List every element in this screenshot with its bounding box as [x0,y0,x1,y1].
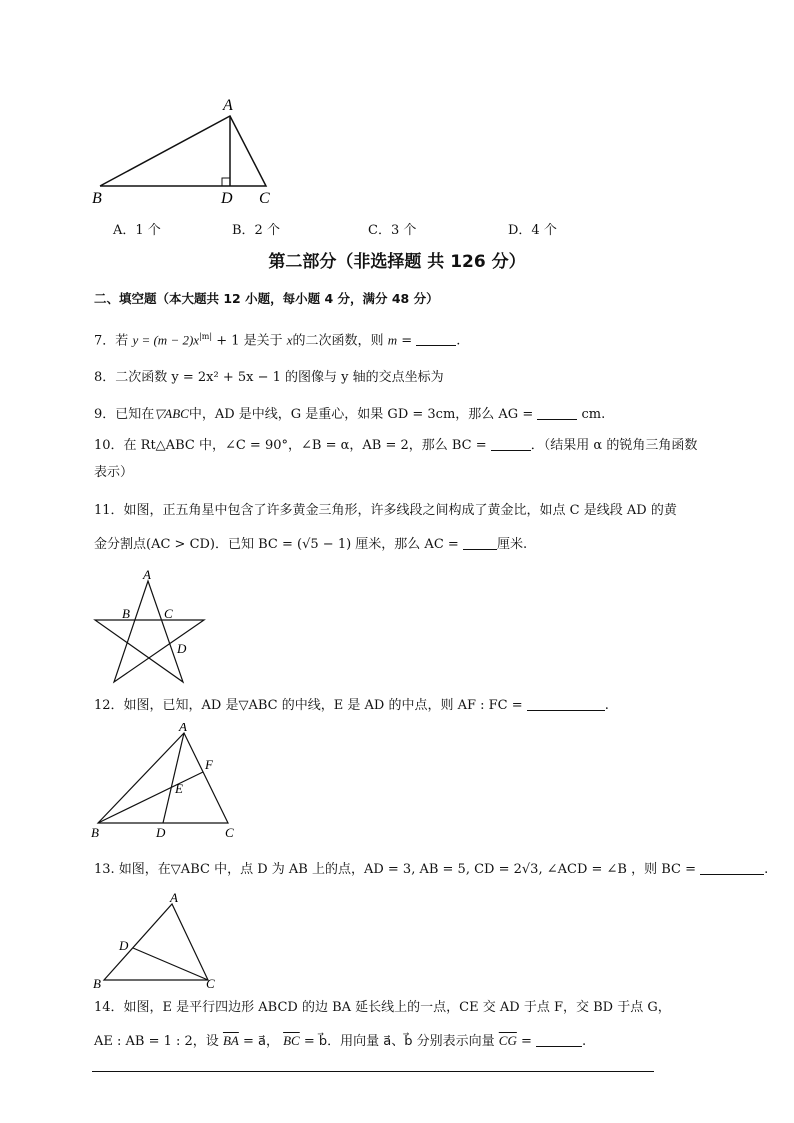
label-D: D [119,938,129,953]
label-C: C [206,976,215,991]
question-8: 8．二次函数 y = 2x² + 5x − 1 的图像与 y 轴的交点坐标为 [94,370,444,385]
label-D: D [177,641,187,656]
label-A: A [179,723,187,734]
segment-BF [98,772,203,823]
choice-b: B．2 个 [232,223,280,238]
question-10-line2: 表示） [94,465,134,480]
label-B: B [122,606,130,621]
answer-blank[interactable] [491,437,531,451]
triangle-ABC [98,733,228,823]
question-11-line2: 金分割点(AC > CD)．已知 BC = (√5 − 1) 厘米，那么 AC = 厘米. [94,537,528,552]
answer-blank[interactable] [537,406,577,420]
answer-blank[interactable] [536,1033,582,1047]
answer-blank[interactable] [463,536,497,550]
segment-CD [133,948,208,980]
figure-pentagram [86,565,216,690]
triangle-outline [100,116,266,186]
vector-BC: $\overline{BC}$ [283,1033,300,1048]
question-10: 10．在 Rt△ABC 中，∠C = 90°，∠B = α，AB = 2，那么 BC = ．（结果用 α 的锐角三角函数 [94,438,698,453]
label-C: C [259,190,270,207]
answer-blank[interactable] [700,861,764,875]
median-AD [163,733,184,823]
label-F: F [205,757,213,772]
label-D: D [221,190,233,207]
figure-triangle-altitude [80,92,290,210]
question-13: 13. 如图，在▽ABC 中，点 D 为 AB 上的点，AD = 3, AB = 5, CD = 2√3, ∠ACD = ∠B ，则 BC = . [94,862,769,877]
right-angle-mark [222,178,230,186]
label-B: B [91,825,99,840]
label-C: C [164,606,173,621]
figure-triangle-median [86,723,246,841]
label-B: B [92,190,102,207]
label-C: C [225,825,234,840]
choice-c: C．3 个 [368,223,417,238]
label-D: D [156,825,166,840]
question-11: 11．如图，正五角星中包含了许多黄金三角形，许多线段之间构成了黄金比，如点 C 是线段 AD 的黄 [94,503,677,518]
question-14: 14．如图，E 是平行四边形 ABCD 的边 BA 延长线上的一点，CE 交 AD 于点 F，交 BD 于点 G， [94,1000,671,1015]
choice-d: D．4 个 [508,223,557,238]
label-A: A [223,97,233,114]
question-14-line2: AE : AB = 1 : 2，设 $\overline{BA}$ = a⃗， $\overline{BC}$ = b⃗．用向量 a⃗、b⃗ 分别表示向量 $\overline{CG}$ = . [94,1033,587,1049]
figure-triangle-q13 [88,888,228,998]
label-A: A [143,567,151,582]
question-9: 9．已知在▽ABC中，AD 是中线，G 是重心，如果 GD = 3cm，那么 AG = cm. [94,406,606,422]
answer-blank[interactable] [416,332,456,346]
question-7: 7．若 $y = (m - 2)x^{|m|} + 1$ 是关于 x的二次函数，则 m = . [94,332,461,349]
answer-blank[interactable] [527,697,605,711]
pentagram-outline [95,581,204,682]
vector-BA: $\overline{BA}$ [222,1033,239,1048]
question-12: 12．如图，已知，AD 是▽ABC 的中线，E 是 AD 的中点，则 AF : FC = . [94,698,609,713]
label-B: B [93,976,101,991]
section-title: 第二部分（非选择题 共 126 分） [268,252,526,272]
vector-CG: $\overline{CG}$ [498,1033,517,1048]
part-heading: 二、填空题（本大题共 12 小题，每小题 4 分，满分 48 分） [94,291,439,306]
footer-rule [92,1071,654,1072]
label-A: A [170,890,178,905]
choice-a: A．1 个 [113,223,161,238]
label-E: E [175,781,183,796]
